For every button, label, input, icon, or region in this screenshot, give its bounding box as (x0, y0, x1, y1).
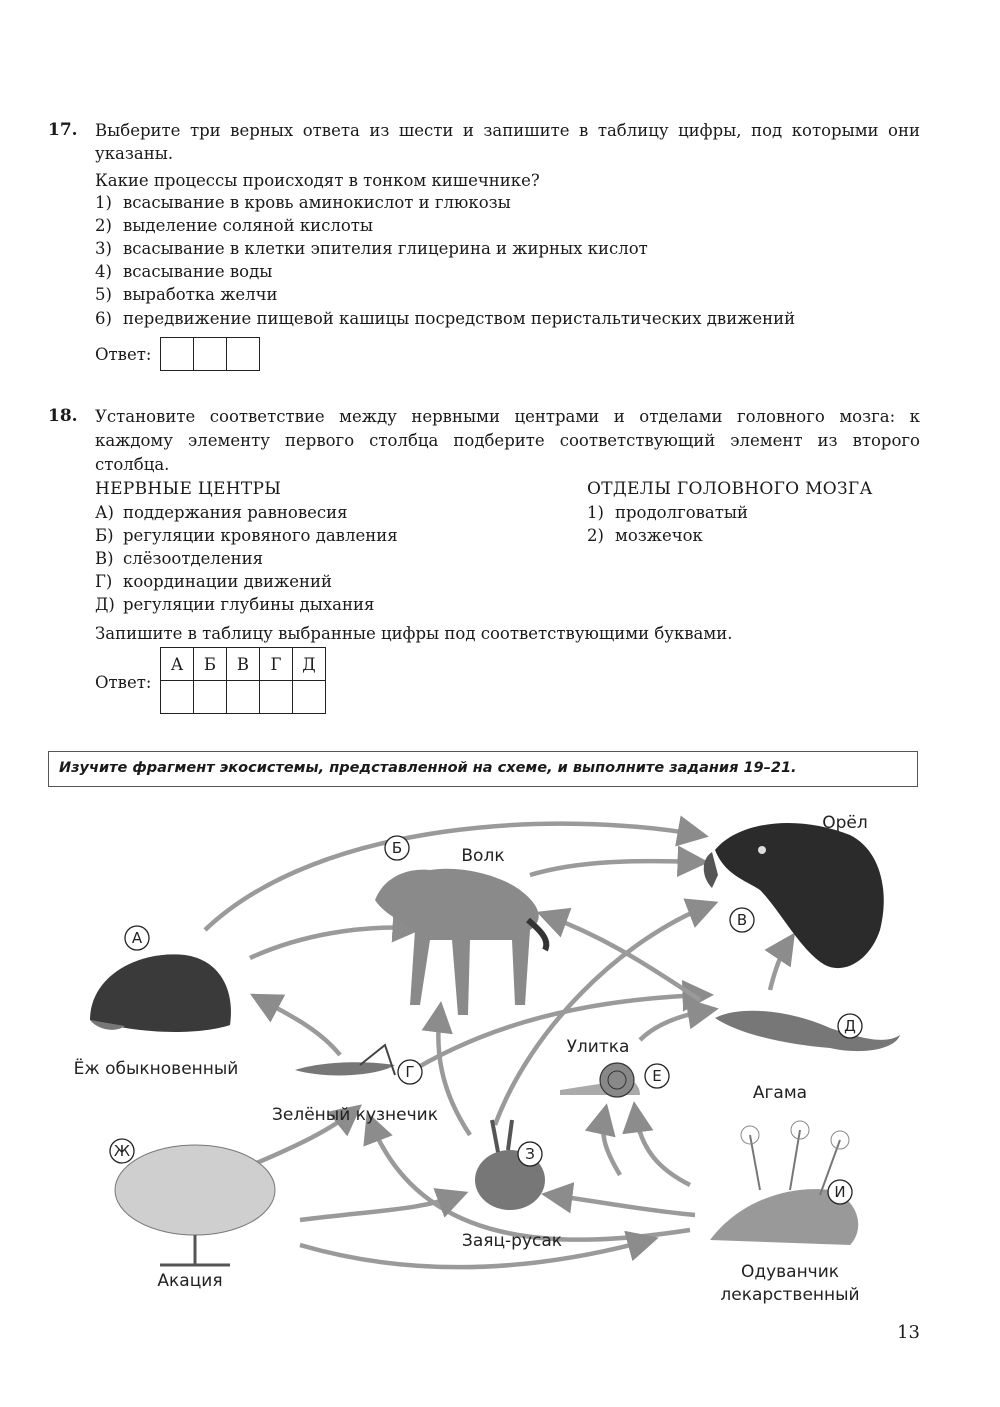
answer-cell[interactable] (227, 681, 260, 714)
acacia-illustration (115, 1145, 275, 1265)
agama-illustration (715, 1011, 900, 1051)
grasshopper-illustration (295, 1045, 395, 1075)
nerve-center-item: А) поддержания равновесия (95, 503, 348, 522)
answer-cell[interactable] (194, 681, 227, 714)
label-hedgehog: Ёж обыкновенный (73, 1059, 239, 1079)
instruction-box (48, 751, 918, 787)
arrow-grasshopper-agama (405, 995, 705, 1075)
task-17-option: 2) выделение соляной кислоты (95, 216, 374, 235)
task-17-question: Какие процессы происходят в тонком кишечнике? (95, 171, 540, 190)
task-18-number: 18. (48, 406, 78, 426)
task-17-option: 6) передвижение пищевой кашицы посредством перистальтических движений (95, 309, 796, 328)
label-wolf: Волк (461, 846, 505, 866)
label-dandelion: Одуванчик (740, 1262, 840, 1282)
brain-section-item: 2) мозжечок (587, 526, 703, 545)
nerve-center-item: Б) регуляции кровяного давления (95, 526, 398, 545)
task-18-prompt-line1: Установите соответствие между нервными центрами и отделами головного мозга: к (95, 407, 920, 426)
nerve-center-item: В) слёзоотделения (95, 549, 264, 568)
task-18-instruction: Запишите в таблицу выбранные цифры под соответствующими буквами. (95, 624, 733, 643)
page-number: 13 (897, 1322, 920, 1343)
arrow-snail-agama (640, 1010, 710, 1040)
table-header-cell: В (227, 648, 260, 681)
answer-cell[interactable] (227, 338, 260, 371)
table-header-cell: Б (194, 648, 227, 681)
task-18-prompt-line3: столбца. (95, 455, 170, 474)
task-18-answer-label: Ответ: (95, 673, 152, 692)
nerve-centers-heading: НЕРВНЫЕ ЦЕНТРЫ (95, 479, 282, 499)
arrow-dandelion-hare (550, 1195, 695, 1215)
arrow-hedgehog-wolf (250, 927, 415, 958)
answer-cell[interactable] (161, 338, 194, 371)
arrow-acacia-hare (300, 1195, 460, 1220)
task-17-prompt-line1: Выберите три верных ответа из шести и запишите в таблицу цифры, под которыми они (95, 121, 920, 140)
letter-grasshopper: Г (405, 1063, 415, 1081)
snail-illustration (560, 1063, 640, 1097)
brain-section-item: 1) продолговатый (587, 503, 749, 522)
answer-cell[interactable] (260, 681, 293, 714)
nerve-center-item: Г) координации движений (95, 572, 332, 591)
letter-agama: Д (844, 1017, 856, 1035)
instruction-text: Изучите фрагмент экосистемы, представленной на схеме, и выполните задания 19–21. (59, 760, 797, 776)
task-17-answer-label: Ответ: (95, 345, 152, 364)
label-dandelion-line2: лекарственный (720, 1285, 860, 1305)
brain-sections-heading: ОТДЕЛЫ ГОЛОВНОГО МОЗГА (587, 479, 873, 499)
task-18-answer-table (160, 647, 326, 714)
arrow-dandelion-snail-2 (635, 1110, 690, 1185)
letter-snail: Е (652, 1067, 662, 1085)
wolf-illustration (375, 869, 546, 1015)
arrow-agama-eagle (770, 940, 790, 990)
task-17-option: 3) всасывание в клетки эпителия глицерина и жирных кислот (95, 239, 648, 258)
arrow-grasshopper-hedgehog (258, 998, 340, 1055)
table-header-cell: А (161, 648, 194, 681)
answer-cell[interactable] (293, 681, 326, 714)
letter-wolf: Б (391, 839, 403, 857)
label-eagle: Орёл (822, 813, 868, 833)
task-17-prompt-line2: указаны. (95, 144, 174, 163)
task-17-option: 4) всасывание воды (95, 262, 273, 281)
label-snail: Улитка (566, 1037, 630, 1057)
letter-hedgehog: А (131, 929, 143, 947)
task-17-option: 1) всасывание в кровь аминокислот и глюкозы (95, 193, 511, 212)
hedgehog-illustration (90, 954, 231, 1032)
task-17-answer-table (160, 337, 260, 371)
task-17-number: 17. (48, 120, 78, 140)
letter-hare: З (525, 1145, 535, 1163)
letter-dandelion: И (834, 1183, 846, 1201)
letter-acacia: Ж (113, 1142, 131, 1160)
eagle-illustration (704, 823, 884, 968)
task-17-option: 5) выработка желчи (95, 285, 278, 304)
answer-cell[interactable] (194, 338, 227, 371)
arrow-dandelion-snail (603, 1112, 620, 1175)
label-agama: Агама (752, 1083, 808, 1103)
answer-cell[interactable] (161, 681, 194, 714)
arrow-hare-wolf (438, 1010, 470, 1135)
nerve-center-item: Д) регуляции глубины дыхания (95, 595, 375, 614)
letter-eagle: В (736, 911, 748, 929)
label-grasshopper: Зелёный кузнечик (272, 1105, 438, 1125)
table-header-cell: Д (293, 648, 326, 681)
label-acacia: Акация (157, 1271, 223, 1291)
table-header-cell: Г (260, 648, 293, 681)
task-18-prompt-line2: каждому элементу первого столбца подберите соответствующий элемент из второго (95, 431, 920, 450)
label-hare: Заяц-русак (461, 1231, 563, 1251)
ecosystem-scheme (0, 790, 1000, 1310)
arrow-wolf-eagle (530, 861, 700, 875)
